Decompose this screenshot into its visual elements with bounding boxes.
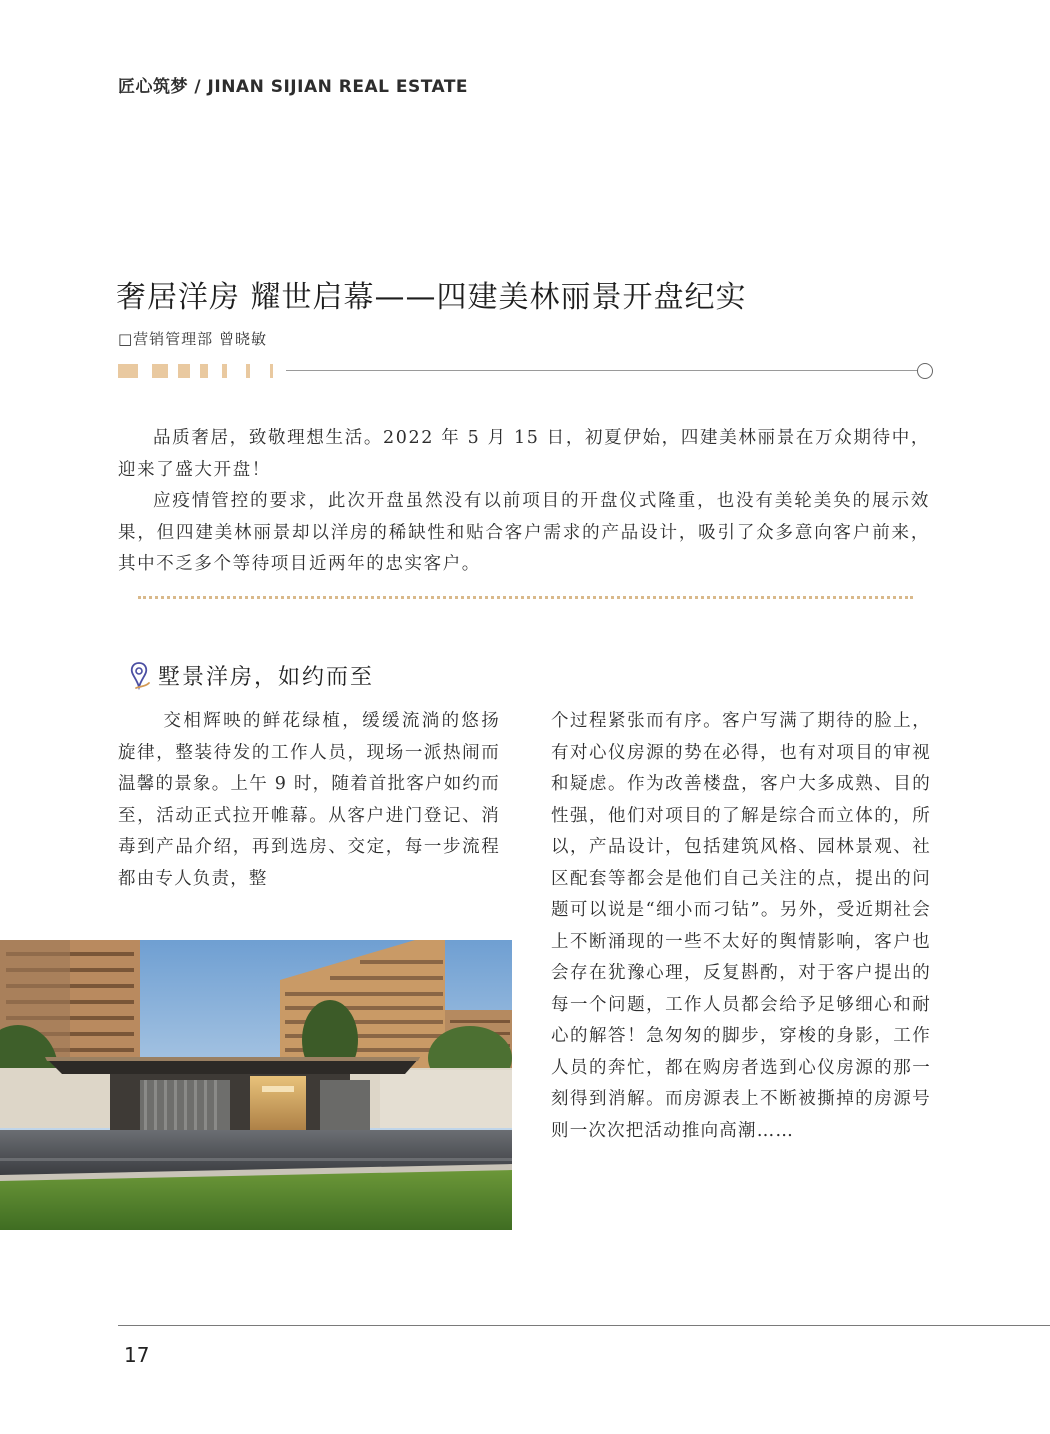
circle-icon [917,363,933,379]
running-head: 匠心筑梦 / JINAN SIJIAN REAL ESTATE [118,77,469,97]
body-column-left: 交相辉映的鲜花绿植，缓缓流淌的悠扬旋律，整装待发的工作人员，现场一派热闹而温馨的景象。上午 9 时，随着首批客户如约而至，活动正式拉开帷幕。从客户进门登记、消毒到产品介绍，再到选房、交定，每一步流程都由专人负责，整 [118,711,500,889]
article-byline: □营销管理部 曾晓敏 [118,330,267,348]
footer-rule [118,1325,1050,1326]
decorative-bar [118,362,933,380]
intro-paragraph: 应疫情管控的要求，此次开盘虽然没有以前项目的开盘仪式隆重，也没有美轮美奂的展示效果，但四建美林丽景却以洋房的稀缺性和贴合客户需求的产品设计，吸引了众多意向客户前来，其中不乏多个等待项目近两年的忠实客户。 [118,491,930,574]
project-entrance-photo [0,940,512,1230]
intro [118,423,930,581]
section-heading [130,660,374,691]
dotted-divider [138,596,913,599]
decorative-line [286,370,917,371]
entrance-illustration [0,940,512,1230]
intro-paragraph: 品质奢居，致敬理想生活。2022 年 5 月 15 日，初夏伊始，四建美林丽景在万众期待中，迎来了盛大开盘！ [118,428,930,480]
body-column-right: 个过程紧张而有序。客户写满了期待的脸上，有对心仪房源的势在必得，也有对项目的审视和疑虑。作为改善楼盘，客户大多成熟、目的性强，他们对项目的了解是综合而立体的，所以，产品设计，包括建筑风格、园林景观、社区配套等都会是他们自己关注的点，提出的问题可以说是“细小而刁钻”。另外，受近期社会上不断涌现的一些不太好的舆情影响，客户也会存在犹豫心理，反复斟酌，对于客户提出的每一个问题，工作人员都会给予足够细心和耐心的解答！急匆匆的脚步，穿梭的身影，工作人员的奔忙，都在购房者选到心仪房源的那一刻得到消解。而房源表上不断被撕掉的房源号则一次次把活动推向高潮…… [551,711,931,1141]
section-title: 墅景洋房，如约而至 [158,665,375,690]
page-number: 17 [124,1343,150,1367]
location-pin-icon [130,661,152,691]
article-title: 奢居洋房 耀世启幕——四建美林丽景开盘纪实 [116,280,747,315]
